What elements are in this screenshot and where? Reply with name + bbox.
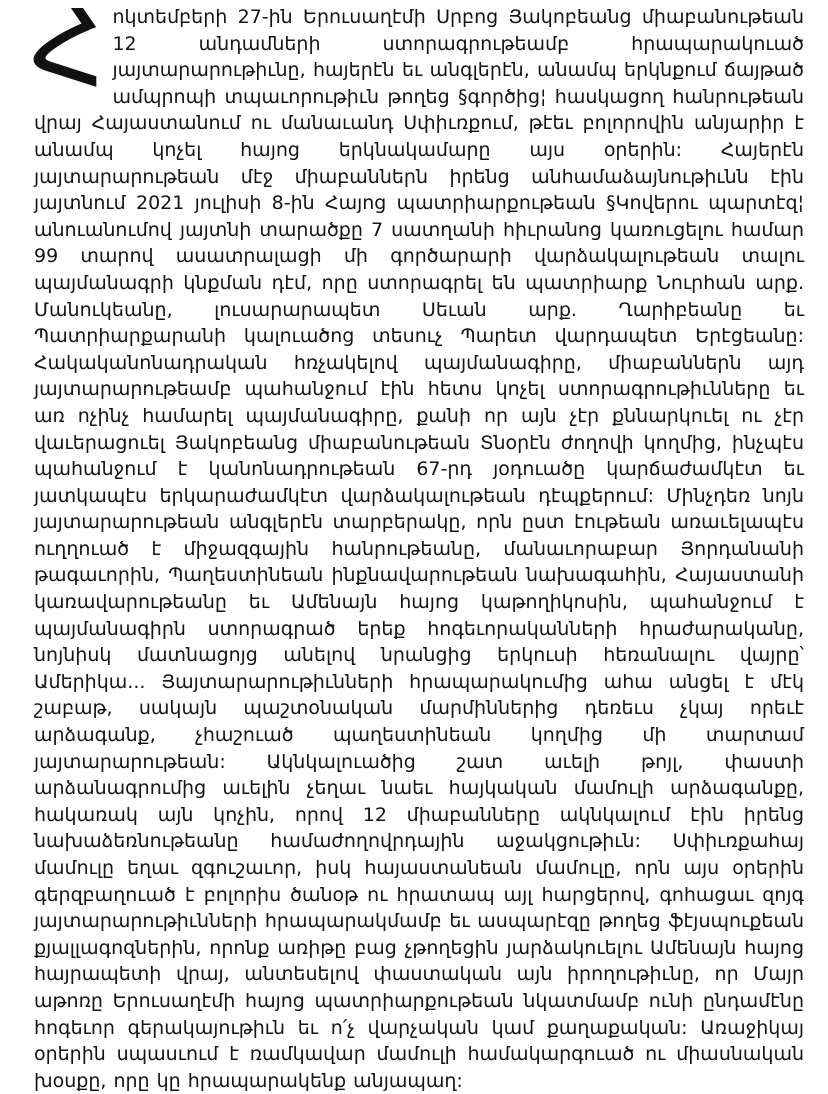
article-paragraph (30, 0, 804, 1094)
drop-cap-letter: Հ (30, 0, 105, 109)
article-page (30, 0, 804, 1092)
article-body-text: ոկտեմբերի 27-ին Երուսաղէմի Սրբոց Յակոբեանց միաբանութեան 12 անդամների ստորագրութեամբ հրապարակուած յայտարարութիւնը, հայերէն եւ անգլերէն, անամպ երկնքում ճայթած ամպրոպի տպաւորութիւն թողեց §գործից¦ հասկացող հանրութեան վրայ Հայաստանում ու մանաւանդ Սփիւռքում, թէեւ բոլորովին անյարիր է անամպ կոչել հայոց երկնակամարը այս օրերին: Հայերէն յայտարարութեան մէջ միաբաններն իրենց անհամաձայնութիւնն էին յայտնում 2021 յուլիսի 8-ին Հայոց պատրիարքութեան §Կովերու պարտէզ¦ անուանումով յայտնի տարածքը 7 սատղանի հիւրանոց կառուցելու համար 99 տարով ասատրալացի մի գործարարի վարձակալութեան տալու պայմանագրի կնքման դէմ, որը ստորագրել են պատրիարք Նուրհան արք. Մանուկեանը, լուսարարապետ Սեւան արք. Ղարիբեանը եւ Պատրիարքարանի կալուածոց տեսուչ Պարետ վարդապետ Երէցեանը: Հակականոնադրական հռչակելով պայմանագիրը, միաբաններն այդ յայտարարութեամբ պահանջում էին հետս կոչել ստորագրութիւնները եւ առ ոչինչ համարել պայմանագիրը, քանի որ այն չէր քննարկուել ու չէր վաւերացուել Յակոբեանց միաբանութեան Տնօրէն ժողովի կողմից, ինչպէս պահանջում է կանոնադրութեան 67-րդ յօդուածը կարճաժամկէտ եւ յատկապէս երկարաժամկէտ վարձակալութեան դէպքերում: Մինչդեռ նոյն յայտարարութեան անգլերէն տարբերակը, որն ըստ էութեան առաւելապէս ուղղուած է միջազգային հանրութեանը, մանաւորաբար Յորդանանի թագաւորին, Պաղեստինեան ինքնավարութեան նախագահին, Հայաստանի կառավարութեանը եւ Ամենայն հայոց կաթողիկոսին, պահանջում է պայմանագիրն ստորագրած երեք հոգեւորականների հրաժարականը, նոյնիսկ մատնացոյց անելով նրանցից երկուսի հեռանալու վայրը՝ Ամերիկա... Յայտարարութիւնների հրապարակումից ահա անցել է մէկ շաբաթ, սակայն պաշտօնական մարմիններից դեռեւս չկայ որեւէ արձագանք, չհաշուած պաղեստինեան կողմից մի տարտամ յայտարարութեան: Ակնկալուածից շատ աւելի թոյլ, փաստի արձանագրումից աւելին չեղաւ նաեւ հայկական մամուլի արձագանքը, հակառակ այն կոչին, որով 12 միաբանները ակնկալում էին իրենց նախաձեռնութեանը համաժողովրդային աջակցութիւն: Սփիւռքահայ մամուլը եղաւ զգուշաւոր, իսկ հայաստանեան մամուլը, որն այս օրերին գերզբաղուած է բոլորիս ծանօթ ու հրատապ այլ հարցերով, գոհացաւ զոյգ յայտարարութիւնների հրապարակմամբ եւ ասպարէզը թողեց ֆէյսպուքեան քյալլագոզներին, որոնք առիթը բաց չթողեցին յարձակուելու Ամենայն հայոց հայրապետի վրայ, անտեսելով փաստական այն իրողութիւնը, որ Մայր աթոռը Երուսաղէմի հայոց պատրիարքութեան նկատմամբ ունի ընդամէնը հոգեւոր գերակայութիւն եւ ո՛չ վարչական կամ քաղաքական: Առաջիկայ օրերին սպասւում է ռամկավար մամուլի համակարգուած ու միասնական խօսքը, որը կը հրապարակենք անյապաղ: (34, 6, 804, 1092)
